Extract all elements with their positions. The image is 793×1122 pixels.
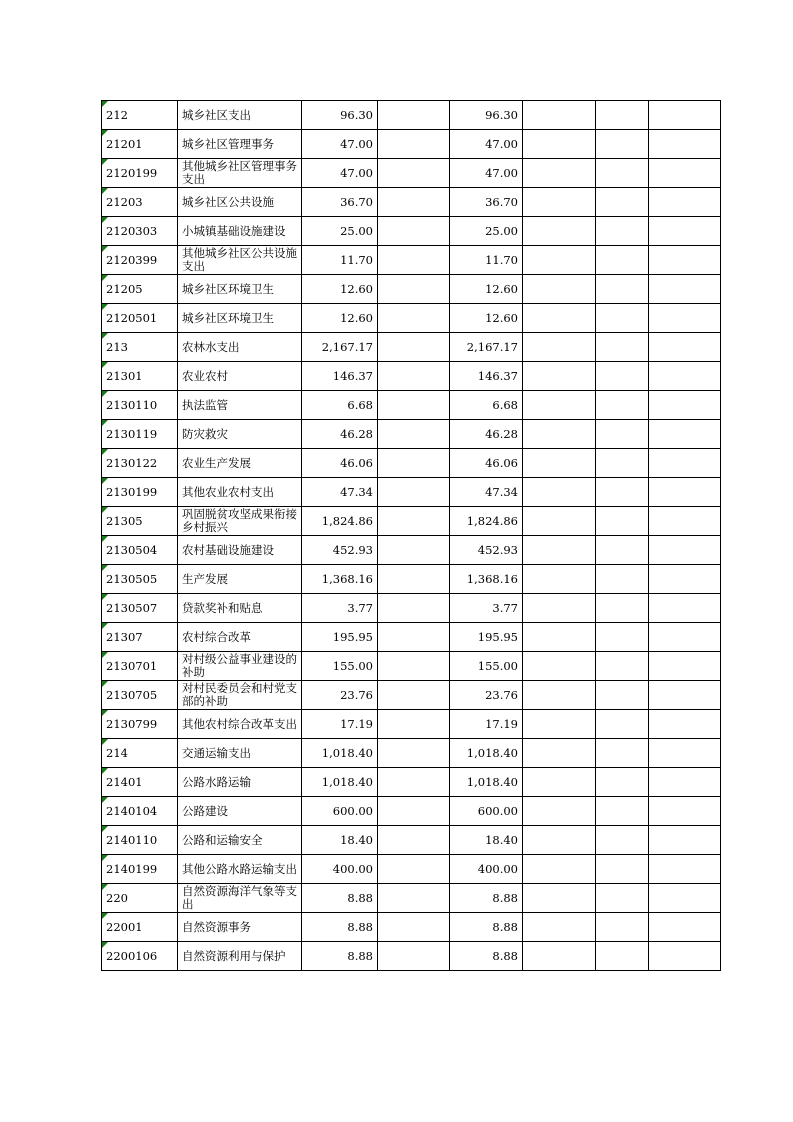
table-row [102, 217, 721, 246]
amount-column-5-cell[interactable]: 11.70 [450, 246, 523, 275]
amount-column-7-cell[interactable] [596, 246, 649, 275]
subject-name-cell[interactable]: 公路建设 [178, 797, 302, 826]
subject-name-cell[interactable]: 自然资源利用与保护 [178, 942, 302, 971]
amount-column-4-cell[interactable] [378, 565, 450, 594]
table-row [102, 449, 721, 478]
amount-column-8-cell[interactable] [649, 420, 721, 449]
subject-code-cell[interactable]: 2120399 [102, 246, 178, 275]
amount-total-cell[interactable]: 96.30 [302, 101, 378, 130]
amount-column-8-cell[interactable] [649, 652, 721, 681]
subject-name-cell[interactable]: 其他公路水路运输支出 [178, 855, 302, 884]
table-row [102, 681, 721, 710]
amount-total-cell[interactable]: 452.93 [302, 536, 378, 565]
amount-column-5-cell[interactable]: 155.00 [450, 652, 523, 681]
amount-column-8-cell[interactable] [649, 333, 721, 362]
amount-column-6-cell[interactable] [523, 333, 596, 362]
amount-column-4-cell[interactable] [378, 246, 450, 275]
subject-name-cell[interactable]: 城乡社区环境卫生 [178, 304, 302, 333]
amount-column-6-cell[interactable] [523, 275, 596, 304]
amount-column-7-cell[interactable] [596, 391, 649, 420]
amount-column-8-cell[interactable] [649, 275, 721, 304]
amount-column-7-cell[interactable] [596, 942, 649, 971]
table-row [102, 130, 721, 159]
table-row [102, 565, 721, 594]
table-row [102, 913, 721, 942]
amount-column-5-cell[interactable]: 8.88 [450, 913, 523, 942]
amount-column-7-cell[interactable] [596, 333, 649, 362]
amount-column-5-cell[interactable]: 146.37 [450, 362, 523, 391]
amount-column-7-cell[interactable] [596, 652, 649, 681]
amount-column-7-cell[interactable] [596, 623, 649, 652]
amount-column-5-cell[interactable]: 47.00 [450, 159, 523, 188]
subject-code-cell[interactable]: 2140110 [102, 826, 178, 855]
amount-column-8-cell[interactable] [649, 188, 721, 217]
amount-column-5-cell[interactable]: 17.19 [450, 710, 523, 739]
subject-name-cell[interactable]: 交通运输支出 [178, 739, 302, 768]
amount-total-cell[interactable]: 47.00 [302, 130, 378, 159]
amount-column-6-cell[interactable] [523, 768, 596, 797]
amount-column-7-cell[interactable] [596, 420, 649, 449]
amount-total-cell[interactable]: 47.34 [302, 478, 378, 507]
subject-code-cell[interactable]: 2130505 [102, 565, 178, 594]
amount-total-cell[interactable]: 1,368.16 [302, 565, 378, 594]
amount-total-cell[interactable]: 6.68 [302, 391, 378, 420]
amount-column-5-cell[interactable]: 400.00 [450, 855, 523, 884]
amount-column-8-cell[interactable] [649, 101, 721, 130]
subject-code-cell[interactable]: 2130701 [102, 652, 178, 681]
amount-column-6-cell[interactable] [523, 449, 596, 478]
amount-column-5-cell[interactable]: 452.93 [450, 536, 523, 565]
amount-column-7-cell[interactable] [596, 362, 649, 391]
table-row [102, 942, 721, 971]
amount-column-6-cell[interactable] [523, 594, 596, 623]
subject-code-cell[interactable]: 2120199 [102, 159, 178, 188]
subject-name-cell[interactable]: 公路和运输安全 [178, 826, 302, 855]
amount-total-cell[interactable]: 17.19 [302, 710, 378, 739]
amount-column-5-cell[interactable]: 46.28 [450, 420, 523, 449]
amount-column-4-cell[interactable] [378, 942, 450, 971]
amount-total-cell[interactable]: 12.60 [302, 275, 378, 304]
amount-column-7-cell[interactable] [596, 594, 649, 623]
amount-column-5-cell[interactable]: 1,368.16 [450, 565, 523, 594]
amount-total-cell[interactable]: 18.40 [302, 826, 378, 855]
amount-total-cell[interactable]: 25.00 [302, 217, 378, 246]
subject-code-cell[interactable]: 2200106 [102, 942, 178, 971]
amount-column-6-cell[interactable] [523, 565, 596, 594]
amount-column-8-cell[interactable] [649, 159, 721, 188]
amount-column-4-cell[interactable] [378, 333, 450, 362]
amount-column-8-cell[interactable] [649, 681, 721, 710]
amount-column-8-cell[interactable] [649, 217, 721, 246]
amount-column-7-cell[interactable] [596, 826, 649, 855]
subject-name-cell[interactable]: 其他城乡社区管理事务支出 [178, 159, 302, 188]
amount-column-4-cell[interactable] [378, 304, 450, 333]
subject-name-cell[interactable]: 城乡社区管理事务 [178, 130, 302, 159]
amount-column-6-cell[interactable] [523, 217, 596, 246]
amount-column-6-cell[interactable] [523, 942, 596, 971]
amount-column-5-cell[interactable]: 6.68 [450, 391, 523, 420]
amount-column-8-cell[interactable] [649, 449, 721, 478]
amount-column-7-cell[interactable] [596, 739, 649, 768]
amount-total-cell[interactable]: 155.00 [302, 652, 378, 681]
subject-code-cell[interactable]: 2140199 [102, 855, 178, 884]
amount-column-4-cell[interactable] [378, 652, 450, 681]
table-row [102, 188, 721, 217]
table-row [102, 333, 721, 362]
amount-column-7-cell[interactable] [596, 797, 649, 826]
amount-column-8-cell[interactable] [649, 942, 721, 971]
amount-column-5-cell[interactable]: 600.00 [450, 797, 523, 826]
subject-code-cell[interactable]: 21203 [102, 188, 178, 217]
subject-name-cell[interactable]: 自然资源海洋气象等支出 [178, 884, 302, 913]
amount-column-4-cell[interactable] [378, 362, 450, 391]
amount-column-7-cell[interactable] [596, 217, 649, 246]
amount-column-5-cell[interactable]: 47.00 [450, 130, 523, 159]
amount-column-5-cell[interactable]: 8.88 [450, 942, 523, 971]
subject-name-cell[interactable]: 其他农村综合改革支出 [178, 710, 302, 739]
amount-total-cell[interactable]: 12.60 [302, 304, 378, 333]
amount-column-6-cell[interactable] [523, 855, 596, 884]
amount-column-4-cell[interactable] [378, 913, 450, 942]
table-row [102, 855, 721, 884]
amount-column-6-cell[interactable] [523, 101, 596, 130]
subject-name-cell[interactable]: 贷款奖补和贴息 [178, 594, 302, 623]
subject-name-cell[interactable]: 自然资源事务 [178, 913, 302, 942]
table-row [102, 304, 721, 333]
table-row [102, 478, 721, 507]
amount-column-7-cell[interactable] [596, 710, 649, 739]
amount-column-8-cell[interactable] [649, 304, 721, 333]
subject-code-cell[interactable]: 21305 [102, 507, 178, 536]
table-row [102, 101, 721, 130]
amount-column-8-cell[interactable] [649, 739, 721, 768]
amount-column-5-cell[interactable]: 36.70 [450, 188, 523, 217]
subject-name-cell[interactable]: 执法监管 [178, 391, 302, 420]
subject-code-cell[interactable]: 220 [102, 884, 178, 913]
amount-column-5-cell[interactable]: 47.34 [450, 478, 523, 507]
amount-column-4-cell[interactable] [378, 275, 450, 304]
amount-column-4-cell[interactable] [378, 797, 450, 826]
subject-code-cell[interactable]: 2120303 [102, 217, 178, 246]
amount-total-cell[interactable]: 2,167.17 [302, 333, 378, 362]
amount-column-8-cell[interactable] [649, 913, 721, 942]
amount-column-6-cell[interactable] [523, 826, 596, 855]
amount-column-7-cell[interactable] [596, 884, 649, 913]
amount-column-8-cell[interactable] [649, 478, 721, 507]
amount-column-5-cell[interactable]: 3.77 [450, 594, 523, 623]
amount-column-7-cell[interactable] [596, 130, 649, 159]
subject-name-cell[interactable]: 生产发展 [178, 565, 302, 594]
amount-column-6-cell[interactable] [523, 391, 596, 420]
amount-column-4-cell[interactable] [378, 507, 450, 536]
subject-code-cell[interactable]: 213 [102, 333, 178, 362]
amount-column-7-cell[interactable] [596, 507, 649, 536]
amount-column-4-cell[interactable] [378, 449, 450, 478]
subject-name-cell[interactable]: 防灾救灾 [178, 420, 302, 449]
amount-column-6-cell[interactable] [523, 681, 596, 710]
amount-column-5-cell[interactable]: 96.30 [450, 101, 523, 130]
amount-total-cell[interactable]: 8.88 [302, 942, 378, 971]
subject-code-cell[interactable]: 2120501 [102, 304, 178, 333]
table-row [102, 275, 721, 304]
amount-column-8-cell[interactable] [649, 623, 721, 652]
amount-column-6-cell[interactable] [523, 159, 596, 188]
amount-column-6-cell[interactable] [523, 536, 596, 565]
amount-column-7-cell[interactable] [596, 188, 649, 217]
subject-name-cell[interactable]: 其他城乡社区公共设施支出 [178, 246, 302, 275]
subject-code-cell[interactable]: 2130705 [102, 681, 178, 710]
amount-column-7-cell[interactable] [596, 478, 649, 507]
table-row [102, 391, 721, 420]
amount-column-8-cell[interactable] [649, 246, 721, 275]
subject-code-cell[interactable]: 2130199 [102, 478, 178, 507]
amount-column-8-cell[interactable] [649, 826, 721, 855]
subject-name-cell[interactable]: 农村基础设施建设 [178, 536, 302, 565]
subject-code-cell[interactable]: 21301 [102, 362, 178, 391]
amount-total-cell[interactable]: 23.76 [302, 681, 378, 710]
amount-column-5-cell[interactable]: 2,167.17 [450, 333, 523, 362]
subject-name-cell[interactable]: 农业农村 [178, 362, 302, 391]
table-row [102, 768, 721, 797]
amount-column-6-cell[interactable] [523, 362, 596, 391]
amount-column-4-cell[interactable] [378, 217, 450, 246]
table-row [102, 797, 721, 826]
amount-column-7-cell[interactable] [596, 565, 649, 594]
amount-column-6-cell[interactable] [523, 507, 596, 536]
table-row [102, 884, 721, 913]
amount-total-cell[interactable]: 11.70 [302, 246, 378, 275]
table-row [102, 362, 721, 391]
amount-column-4-cell[interactable] [378, 826, 450, 855]
amount-column-4-cell[interactable] [378, 536, 450, 565]
amount-column-5-cell[interactable]: 1,824.86 [450, 507, 523, 536]
amount-column-7-cell[interactable] [596, 449, 649, 478]
amount-column-5-cell[interactable]: 1,018.40 [450, 739, 523, 768]
amount-column-4-cell[interactable] [378, 623, 450, 652]
amount-column-6-cell[interactable] [523, 420, 596, 449]
amount-total-cell[interactable]: 1,824.86 [302, 507, 378, 536]
subject-code-cell[interactable]: 21401 [102, 768, 178, 797]
amount-column-5-cell[interactable]: 18.40 [450, 826, 523, 855]
subject-code-cell[interactable]: 2130504 [102, 536, 178, 565]
amount-column-4-cell[interactable] [378, 101, 450, 130]
table-row [102, 623, 721, 652]
amount-column-5-cell[interactable]: 1,018.40 [450, 768, 523, 797]
subject-name-cell[interactable]: 农村综合改革 [178, 623, 302, 652]
amount-column-6-cell[interactable] [523, 884, 596, 913]
amount-column-5-cell[interactable]: 12.60 [450, 275, 523, 304]
amount-column-4-cell[interactable] [378, 884, 450, 913]
table-row [102, 710, 721, 739]
table-row [102, 826, 721, 855]
amount-column-7-cell[interactable] [596, 913, 649, 942]
amount-total-cell[interactable]: 8.88 [302, 913, 378, 942]
amount-column-6-cell[interactable] [523, 739, 596, 768]
subject-code-cell[interactable]: 2130119 [102, 420, 178, 449]
amount-column-6-cell[interactable] [523, 188, 596, 217]
subject-name-cell[interactable]: 农林水支出 [178, 333, 302, 362]
subject-name-cell[interactable]: 城乡社区环境卫生 [178, 275, 302, 304]
amount-total-cell[interactable]: 3.77 [302, 594, 378, 623]
subject-code-cell[interactable]: 2140104 [102, 797, 178, 826]
subject-code-cell[interactable]: 2130122 [102, 449, 178, 478]
amount-column-4-cell[interactable] [378, 681, 450, 710]
amount-column-4-cell[interactable] [378, 768, 450, 797]
amount-column-4-cell[interactable] [378, 420, 450, 449]
amount-column-8-cell[interactable] [649, 565, 721, 594]
amount-column-8-cell[interactable] [649, 536, 721, 565]
amount-column-8-cell[interactable] [649, 855, 721, 884]
table-row [102, 652, 721, 681]
amount-total-cell[interactable]: 47.00 [302, 159, 378, 188]
subject-name-cell[interactable]: 农业生产发展 [178, 449, 302, 478]
amount-total-cell[interactable]: 600.00 [302, 797, 378, 826]
amount-column-7-cell[interactable] [596, 681, 649, 710]
amount-total-cell[interactable]: 1,018.40 [302, 768, 378, 797]
amount-total-cell[interactable]: 400.00 [302, 855, 378, 884]
amount-column-5-cell[interactable]: 12.60 [450, 304, 523, 333]
subject-name-cell[interactable]: 小城镇基础设施建设 [178, 217, 302, 246]
amount-column-6-cell[interactable] [523, 623, 596, 652]
subject-code-cell[interactable]: 22001 [102, 913, 178, 942]
amount-total-cell[interactable]: 146.37 [302, 362, 378, 391]
table-row [102, 536, 721, 565]
table-row [102, 594, 721, 623]
table-row [102, 159, 721, 188]
amount-column-5-cell[interactable]: 195.95 [450, 623, 523, 652]
subject-code-cell[interactable]: 21201 [102, 130, 178, 159]
table-row [102, 420, 721, 449]
amount-column-4-cell[interactable] [378, 130, 450, 159]
subject-name-cell[interactable]: 公路水路运输 [178, 768, 302, 797]
subject-name-cell[interactable]: 对村级公益事业建设的补助 [178, 652, 302, 681]
amount-column-4-cell[interactable] [378, 855, 450, 884]
amount-column-4-cell[interactable] [378, 391, 450, 420]
amount-column-4-cell[interactable] [378, 188, 450, 217]
amount-column-8-cell[interactable] [649, 768, 721, 797]
amount-column-7-cell[interactable] [596, 159, 649, 188]
amount-column-6-cell[interactable] [523, 478, 596, 507]
table-row [102, 246, 721, 275]
subject-code-cell[interactable]: 2130110 [102, 391, 178, 420]
amount-column-4-cell[interactable] [378, 159, 450, 188]
amount-column-5-cell[interactable]: 25.00 [450, 217, 523, 246]
subject-code-cell[interactable]: 2130799 [102, 710, 178, 739]
amount-column-5-cell[interactable]: 46.06 [450, 449, 523, 478]
amount-column-8-cell[interactable] [649, 710, 721, 739]
subject-name-cell[interactable]: 其他农业农村支出 [178, 478, 302, 507]
budget-table [101, 100, 721, 971]
subject-name-cell[interactable]: 巩固脱贫攻坚成果衔接乡村振兴 [178, 507, 302, 536]
amount-column-4-cell[interactable] [378, 710, 450, 739]
amount-column-8-cell[interactable] [649, 594, 721, 623]
amount-column-6-cell[interactable] [523, 710, 596, 739]
subject-code-cell[interactable]: 212 [102, 101, 178, 130]
table-body [102, 101, 721, 971]
amount-column-7-cell[interactable] [596, 855, 649, 884]
amount-column-7-cell[interactable] [596, 304, 649, 333]
amount-column-8-cell[interactable] [649, 130, 721, 159]
subject-name-cell[interactable]: 城乡社区公共设施 [178, 188, 302, 217]
amount-total-cell[interactable]: 8.88 [302, 884, 378, 913]
table-row [102, 739, 721, 768]
amount-column-4-cell[interactable] [378, 594, 450, 623]
amount-column-7-cell[interactable] [596, 536, 649, 565]
amount-column-7-cell[interactable] [596, 101, 649, 130]
subject-code-cell[interactable]: 214 [102, 739, 178, 768]
amount-column-6-cell[interactable] [523, 304, 596, 333]
table-row [102, 507, 721, 536]
amount-total-cell[interactable]: 46.28 [302, 420, 378, 449]
amount-column-5-cell[interactable]: 23.76 [450, 681, 523, 710]
subject-name-cell[interactable]: 城乡社区支出 [178, 101, 302, 130]
amount-column-6-cell[interactable] [523, 246, 596, 275]
subject-code-cell[interactable]: 21205 [102, 275, 178, 304]
amount-total-cell[interactable]: 46.06 [302, 449, 378, 478]
amount-column-8-cell[interactable] [649, 391, 721, 420]
amount-column-6-cell[interactable] [523, 913, 596, 942]
amount-column-8-cell[interactable] [649, 797, 721, 826]
amount-total-cell[interactable]: 195.95 [302, 623, 378, 652]
amount-column-6-cell[interactable] [523, 130, 596, 159]
amount-column-8-cell[interactable] [649, 362, 721, 391]
subject-name-cell[interactable]: 对村民委员会和村党支部的补助 [178, 681, 302, 710]
amount-total-cell[interactable]: 36.70 [302, 188, 378, 217]
amount-column-6-cell[interactable] [523, 797, 596, 826]
subject-code-cell[interactable]: 21307 [102, 623, 178, 652]
subject-code-cell[interactable]: 2130507 [102, 594, 178, 623]
amount-column-7-cell[interactable] [596, 768, 649, 797]
amount-column-6-cell[interactable] [523, 652, 596, 681]
amount-column-8-cell[interactable] [649, 884, 721, 913]
amount-column-5-cell[interactable]: 8.88 [450, 884, 523, 913]
amount-column-8-cell[interactable] [649, 507, 721, 536]
amount-column-4-cell[interactable] [378, 739, 450, 768]
amount-column-7-cell[interactable] [596, 275, 649, 304]
amount-total-cell[interactable]: 1,018.40 [302, 739, 378, 768]
amount-column-4-cell[interactable] [378, 478, 450, 507]
